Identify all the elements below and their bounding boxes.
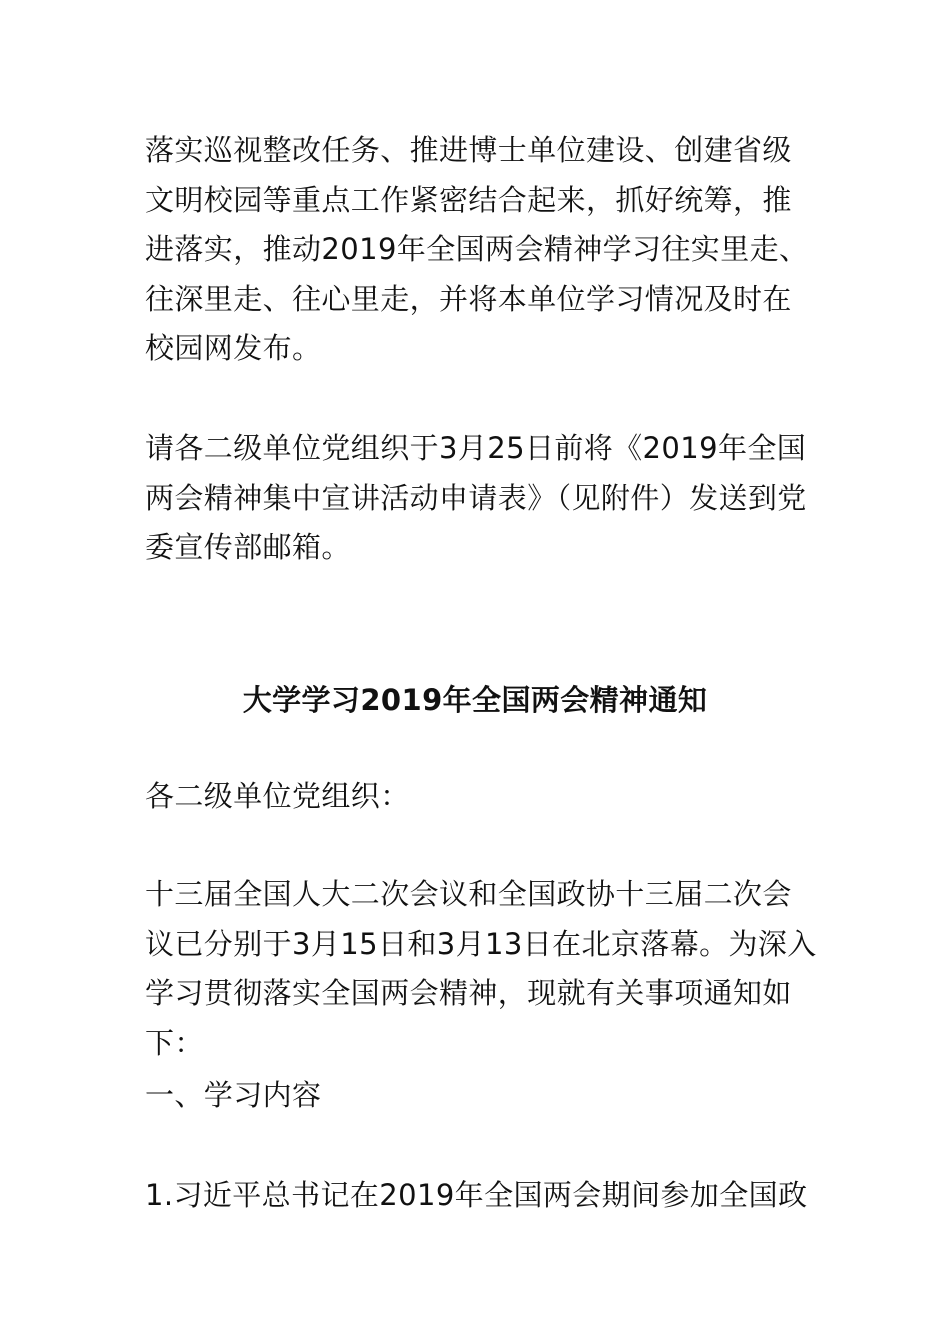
body-paragraph-3: 十三届全国人大二次会议和全国政协十三届二次会议已分别于3月15日和3月13日在北京落幕。为深入学习贯彻落实全国两会精神，现就有关事项通知如下： xyxy=(145,877,817,1060)
body-paragraph-2: 请各二级单位党组织于3月25日前将《2019年全国两会精神集中宣讲活动申请表》（见附件）发送到党委宣传部邮箱。 xyxy=(145,431,807,564)
salutation: 各二级单位党组织： xyxy=(145,779,410,813)
body-paragraph-1: 落实巡视整改任务、推进博士单位建设、创建省级文明校园等重点工作紧密结合起来，抓好统筹，推进落实，推动2019年全国两会精神学习往实里走、往深里走、往心里走，并将本单位学习情况及时在校园网发布。 xyxy=(145,133,809,365)
list-item-1: 1.习近平总书记在2019年全国两会期间参加全国政 xyxy=(145,1178,808,1212)
notice-title: 大学学习2019年全国两会精神通知 xyxy=(242,683,708,717)
section-heading-1: 一、学习内容 xyxy=(145,1078,322,1112)
